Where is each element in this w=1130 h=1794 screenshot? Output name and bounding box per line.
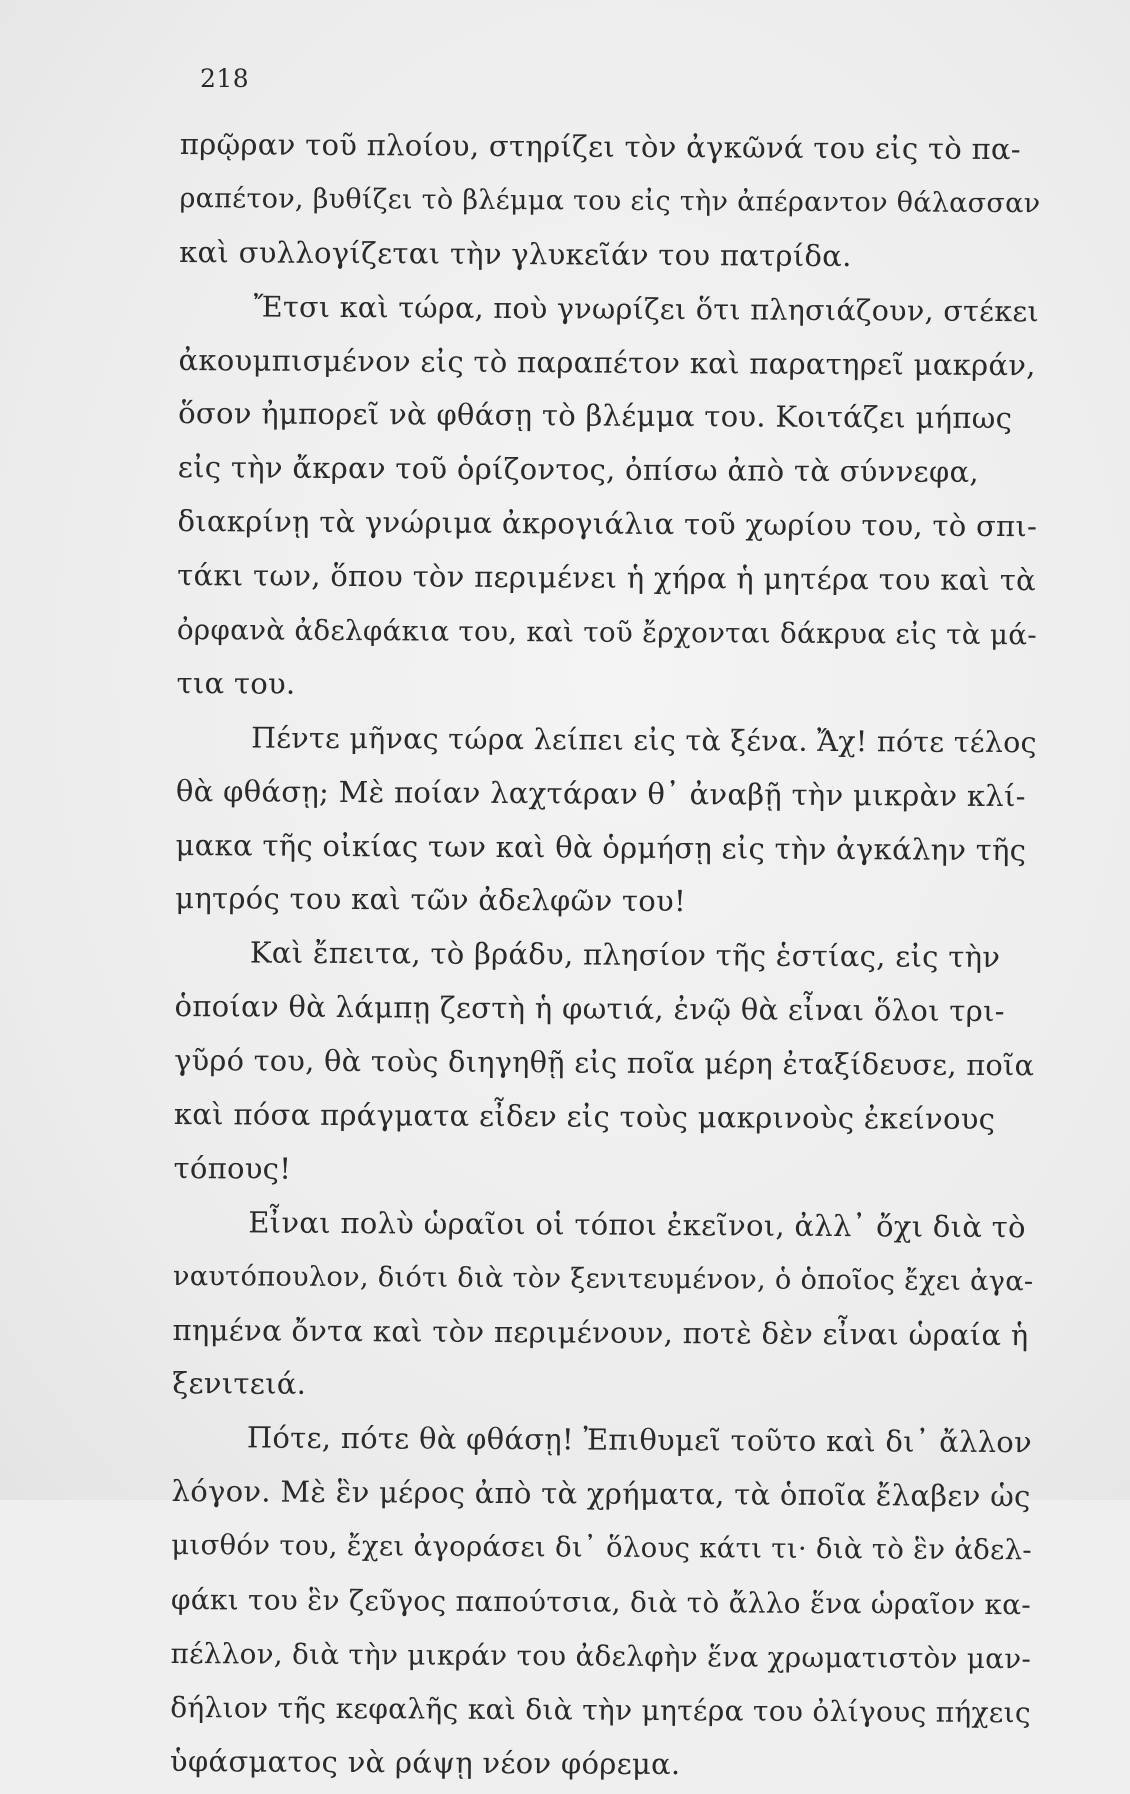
- text-line: Πέντε μῆνας τώρα λείπει εἰς τὰ ξένα. Ἄχ! πότε τέλος: [251, 721, 1037, 760]
- text-line: μισθόν του, ἔχει ἀγοράσει δι᾽ ὅλους κάτι τι· διὰ τὸ ἓν ἀδελ-: [171, 1529, 1033, 1567]
- text-line: γῦρό του, θὰ τοὺς διηγηθῇ εἰς ποῖα μέρη ἐταξίδευσε, ποῖα: [174, 1043, 1035, 1083]
- text-line: εἰς τὴν ἄκραν τοῦ ὁρίζοντος, ὀπίσω ἀπὸ τὰ σύννεφα,: [177, 450, 980, 490]
- text-line: ὀρφανὰ ἀδελφάκια του, καὶ τοῦ ἔρχονται δάκρυα εἰς τὰ μά-: [176, 613, 1038, 652]
- text-line: πημένα ὄντα καὶ τὸν περιμένουν, ποτὲ δὲν εἶναι ὡραία ἡ: [172, 1312, 1029, 1352]
- text-line: Εἶναι πολὺ ὡραῖοι οἱ τόποι ἐκεῖνοι, ἀλλ᾽ ὄχι διὰ τὸ: [248, 1205, 1026, 1244]
- text-line: μακα τῆς οἰκίας των καὶ θὰ ὁρμήσῃ εἰς τὴν ἀγκάλην τῆς: [175, 827, 1027, 867]
- text-line: διακρίνῃ τὰ γνώριμα ἀκρογιάλια τοῦ χωρίου του, τὸ σπι-: [177, 504, 1038, 544]
- text-line: θὰ φθάσῃ; Μὲ ποίαν λαχτάραν θ᾽ ἀναβῇ τὴν μικρὰν κλί-: [175, 773, 1026, 813]
- text-line: Ἔτσι καὶ τώρα, ποὺ γνωρίζει ὅτι πλησιάζουν, στέκει: [253, 289, 1040, 328]
- text-line: καὶ συλλογίζεται τὴν γλυκεῖάν του πατρίδα.: [179, 234, 852, 273]
- text-line: τάκι των, ὅπου τὸν περιμένει ἡ χήρα ἡ μητέρα του καὶ τὰ: [177, 558, 1037, 598]
- text-line: μητρός του καὶ τῶν ἀδελφῶν του!: [175, 881, 687, 919]
- text-line: ναυτόπουλον, διότι διὰ τὸν ξενιτευμένον, ὁ ὁποῖος ἔχει ἀγα-: [172, 1260, 1034, 1297]
- body-text: [170, 118, 1040, 1794]
- text-line: ὑφάσματος νὰ ράψῃ νέον φόρεμα.: [169, 1743, 681, 1781]
- text-line: τόπους!: [173, 1150, 292, 1186]
- text-line: φάκι του ἓν ζεῦγος παπούτσια, διὰ τὸ ἄλλο ἕνα ὡραῖον κα-: [170, 1583, 1032, 1622]
- text-line: καὶ πόσα πράγματα εἶδεν εἰς τοὺς μακρινοὺς ἐκείνους: [173, 1097, 996, 1137]
- text-line: ξενιτειά.: [172, 1366, 307, 1402]
- text-line: πρῷραν τοῦ πλοίου, στηρίζει τὸν ἀγκῶνά του εἰς τὸ πα-: [179, 126, 1022, 167]
- text-line: δήλιον τῆς κεφαλῆς καὶ διὰ τὴν μητέρα του ὀλίγους πήχεις: [170, 1690, 1031, 1730]
- text-line: ὁποίαν θὰ λάμπῃ ζεστὴ ἡ φωτιά, ἐνῷ θὰ εἶναι ὅλοι τρι-: [174, 989, 1005, 1029]
- page-number: 218: [200, 64, 250, 93]
- text-line: ἀκουμπισμένον εἰς τὸ παραπέτον καὶ παρατηρεῖ μακράν,: [178, 342, 1036, 382]
- text-line: Καὶ ἔπειτα, τὸ βράδυ, πλησίον τῆς ἑστίας, εἰς τὴν: [249, 935, 1001, 975]
- text-line: Πότε, πότε θὰ φθάσῃ! Ἐπιθυμεῖ τοῦτο καὶ δι᾽ ἄλλον: [246, 1420, 1033, 1460]
- text-line: λόγον. Μὲ ἓν μέρος ἀπὸ τὰ χρήματα, τὰ ὁποῖα ἔλαβεν ὡς: [171, 1474, 1031, 1514]
- text-line: ὅσον ἠμπορεῖ νὰ φθάσῃ τὸ βλέμμα του. Κοιτάζει μήπως: [178, 396, 1013, 436]
- text-line: ραπέτον, βυθίζει τὸ βλέμμα του εἰς τὴν ἀπέραντον θάλασσαν: [179, 182, 1041, 220]
- text-line: τια του.: [176, 665, 296, 701]
- text-line: πέλλον, διὰ τὴν μικράν του ἀδελφὴν ἕνα χρωματιστὸν μαν-: [170, 1636, 1032, 1676]
